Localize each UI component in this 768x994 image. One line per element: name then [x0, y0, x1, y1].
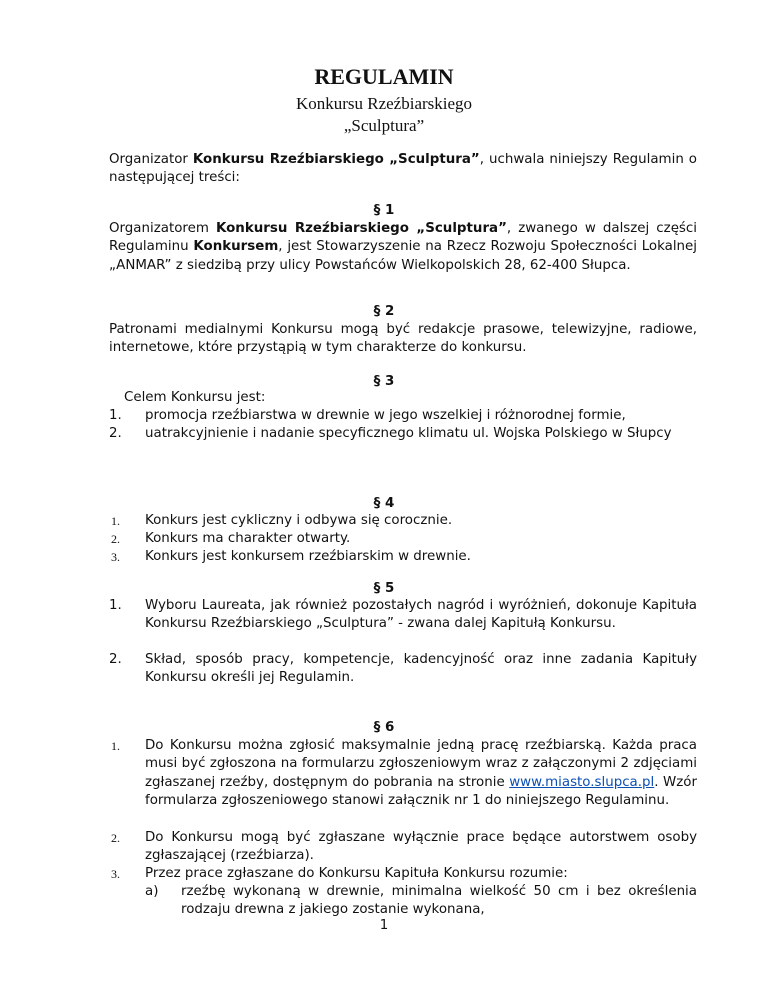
list-item-text: Konkurs jest cykliczny i odbywa się corocznie. [145, 513, 453, 528]
list-item-text: Przez prace zgłaszane do Konkursu Kapituła Konkursu rozumie: [145, 866, 568, 881]
list-item-number: 1. [109, 598, 122, 613]
list-item-number: 2. [109, 652, 122, 667]
list-item [109, 530, 697, 548]
section-1-paragraph: Organizatorem Konkursu Rzeźbiarskiego „Sculptura”, zwanego w dalszej części Regulaminu Konkursem, jest Stowarzyszenie na Rzecz Rozwoju Społeczności Lokalnej „ANMAR” z siedzibą przy ulicy Powstańców Wielkopolskich 28, 62-400 Słupca. [109, 221, 697, 273]
list-item-number: 2. [111, 831, 120, 845]
document-title: REGULAMIN [314, 64, 454, 89]
list-item-text: promocja rzeźbiarstwa w drewnie w jego wszelkiej i różnorodnej formie, [145, 408, 626, 423]
website-link[interactable]: www.miasto.slupca.pl [509, 774, 655, 790]
list-item-text: Konkurs ma charakter otwarty. [145, 531, 351, 546]
list-item [109, 512, 697, 530]
section-6-heading: § 6 [373, 720, 395, 735]
section-2-paragraph: Patronami medialnymi Konkursu mogą być redakcje prasowe, telewizyjne, radiowe, internetowe, które przystąpią w tym charakterze do konkursu. [109, 322, 697, 356]
section-3-lead: Celem Konkursu jest: [124, 390, 266, 405]
list-item-text: Konkurs jest konkursem rzeźbiarskim w drewnie. [145, 549, 471, 564]
sub-list-item-letter: a) [145, 884, 159, 899]
list-item-text: Skład, sposób pracy, kompetencje, kadencyjność oraz inne zadania Kapituły Konkursu określi jej Regulamin. [145, 652, 697, 686]
list-item-text: Do Konkursu mogą być zgłaszane wyłącznie prace będące autorstwem osoby zgłaszającej (rzeźbiarza). [145, 830, 697, 864]
document-subtitle: Konkursu Rzeźbiarskiego [295, 94, 473, 113]
list-item [109, 651, 697, 688]
list-item-number: 1. [111, 739, 120, 753]
section-4-heading: § 4 [373, 496, 395, 511]
list-item-number: 1. [111, 514, 120, 528]
intro-paragraph: Organizator Konkursu Rzeźbiarskiego „Sculptura”, uchwala niniejszy Regulamin o następującej treści: [109, 152, 697, 186]
list-item [109, 407, 697, 425]
list-item-text: Wyboru Laureata, jak również pozostałych nagród i wyróżnień, dokonuje Kapituła Konkursu Rzeźbiarskiego „Sculptura” - zwana dalej Kapitułą Konkursu. [145, 598, 697, 632]
list-item-number: 2. [109, 426, 122, 441]
list-item-number: 1. [109, 408, 122, 423]
list-item-number: 3. [111, 550, 120, 564]
sub-list-item-text: rzeźbę wykonaną w drewnie, minimalna wielkość 50 cm i bez określenia rodzaju drewna z jakiego zostanie wykonana, [181, 884, 697, 918]
page-number: 1 [379, 918, 389, 933]
document-subtitle-name: „Sculptura” [343, 116, 425, 135]
section-2-heading: § 2 [373, 304, 395, 319]
section-1-heading: § 1 [373, 203, 395, 218]
sub-list-item [145, 883, 697, 920]
section-5-heading: § 5 [373, 581, 395, 596]
list-item-number: 2. [111, 532, 120, 546]
list-item [109, 597, 697, 634]
section-3-heading: § 3 [373, 374, 395, 389]
list-item [109, 737, 697, 811]
list-item-text: uatrakcyjnienie i nadanie specyficznego klimatu ul. Wojska Polskiego w Słupcy [145, 426, 672, 441]
list-item [109, 865, 697, 883]
list-item-number: 3. [111, 867, 120, 881]
list-item [109, 548, 697, 566]
list-item [109, 829, 697, 866]
list-item-text: Do Konkursu można zgłosić maksymalnie jedną pracę rzeźbiarską. Każda praca musi być zgłoszona na formularzu zgłoszeniowym wraz z załączonymi 2 zdjęciami zgłaszanej rzeźby, dostępnym do pobrania na stronie www.miasto.slupca.pl. Wzór formularza zgłoszeniowego stanowi załącznik nr 1 do niniejszego Regulaminu. [145, 738, 697, 809]
list-item [109, 425, 697, 443]
